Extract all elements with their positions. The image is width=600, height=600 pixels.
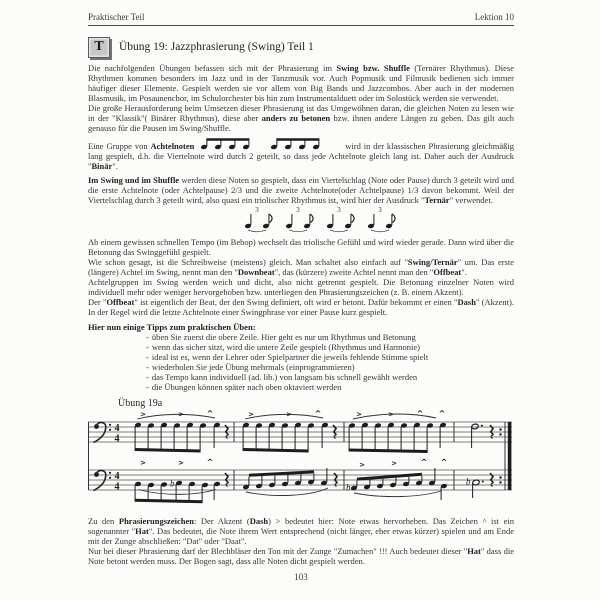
- triplet-notation-icon: [238, 207, 406, 235]
- paragraph-challenge: Die große Herausforderung beim Umsetzen dieser Phrasierung ist das Umgewöhnen daran, die gleichen Noten zu lesen wie in der "Klassik"( Binärer Rhythmus), diese aber anders zu betonen bzw. ihnen andere Längen zu geben. Das gilt auch genauso für die Pausen im Swing/Shuffle.: [88, 103, 514, 133]
- tip-text: wiederholen Sie jede Übung mehrmals (einprogrammieren): [151, 362, 355, 372]
- tip-item: [146, 382, 514, 392]
- svg-text:>: >: [178, 410, 184, 419]
- header-lesson-label: Lektion 10: [474, 12, 514, 22]
- svg-text:4: 4: [114, 423, 120, 434]
- tip-text: das Tempo kann individuell (ad. lib.) von langsam bis schnell gewählt werden: [151, 372, 418, 382]
- svg-text:3: 3: [255, 207, 259, 214]
- svg-text:>: >: [140, 410, 146, 419]
- trombone-badge-icon: T: [88, 37, 110, 58]
- paragraph-downbeat-offbeat: Wie schon gesagt, ist die Schreibweise (meistens) gleich. Man schaltet also einfach auf "Swing/Ternär" um. Das erste (längere) Achtel im Swing, nennt man den "Downbeat", das (kürzere) zweite Achtel nennt man den "Offbeat".: [88, 257, 514, 277]
- tip-text: die Übungen können später nach oben oktaviert werden: [151, 382, 342, 392]
- staff-2-measure-2: [242, 468, 337, 495]
- staff-1-measure-2: [242, 410, 336, 453]
- paragraph-intro: Die nachfolgenden Übungen befassen sich mit der Phrasierung im Swing bzw. Shuffle (Ternärer Rhythmus). Diese Rhythmen kommen besonders im Jazz und in der Tanzmusik vor. Auch Popmusik und Filmusik bedienen sich immer häufiger dieser Elemente. Gespielt werden sie vor allem von Big Bands und Jazzcombos. Aber auch in der modernen Blasmusik, im Posaunenchor, im Schulorchester bis hin zum Instrumentalduett oder im Solostück werden sie verwendet.: [88, 63, 514, 103]
- paragraph-achtelgruppen: Achtelgruppen im Swing werden weich und dicht, also nicht getrennt gespielt. Die Betonung einzelner Noten wird individuell mehr oder weniger hervorgehoben bzw. unterliegen den Phrasierungszeichen (z. B. einem Akzent).: [88, 277, 514, 297]
- svg-text:3: 3: [378, 207, 382, 214]
- svg-text:b: b: [346, 482, 351, 493]
- svg-text:4: 4: [114, 471, 120, 482]
- svg-text:^: ^: [206, 410, 214, 418]
- svg-text:4: 4: [114, 433, 120, 445]
- tip-item: [146, 372, 514, 382]
- svg-text:^: ^: [416, 410, 424, 418]
- paragraph-eighth-notes-tail: wird in der klassischen Phrasierung gleichmäßig lang gespielt, d.h. die Viertelnote wird durch 2 geteilt, so dass jede Achtelnote gleich lang ist. Daher auch der Ausdruck "Binär".: [88, 141, 514, 171]
- tip-item: [146, 342, 514, 352]
- staff-2-measure-3: [346, 458, 448, 501]
- page-title: Übung 19: Jazzphrasierung (Swing) Teil 1: [119, 41, 314, 53]
- tip-dash: -: [146, 352, 149, 362]
- triplet-group: [285, 207, 313, 232]
- exercise-19a-label: Übung 19a: [118, 398, 163, 409]
- staff-1-measure-1: [134, 410, 228, 453]
- svg-text:3: 3: [296, 207, 300, 214]
- tip-text: ideal ist es, wenn der Lehrer oder Spielpartner die jeweils fehlende Stimme spielt: [151, 352, 429, 362]
- svg-text:>: >: [359, 461, 365, 469]
- music-score: [86, 410, 514, 511]
- eighth-notes-notation-icon: [198, 137, 338, 151]
- tips-list: [88, 332, 514, 392]
- svg-text:>: >: [140, 459, 146, 467]
- paragraph-swing-shuffle: Im Swing und im Shuffle werden diese Noten so gespielt, dass ein Viertelschlag (Note oder Pause) durch 3 geteilt wird und die erste Achtelnote (oder Achtelpause) 2/3 und die zweite Achtelnote(oder Achtelpause) 1/3 davon bekommt. Weil der Viertelschlag durch 3 geteilt wird, also quasi ein triolischer Rhythmus ist, wird hier der Ausdruck "Ternär" verwendet.: [88, 175, 514, 205]
- staff-2-measure-4: [466, 473, 493, 498]
- svg-text:3: 3: [337, 207, 341, 214]
- svg-text:>: >: [388, 410, 394, 419]
- triplet-notation: [238, 207, 514, 235]
- tip-dash: -: [146, 362, 149, 372]
- tip-item: [146, 332, 514, 342]
- svg-text:^: ^: [206, 457, 214, 467]
- triplet-group: [244, 207, 272, 232]
- paragraph-eighth-notes: [88, 137, 514, 171]
- svg-text:>: >: [178, 459, 184, 467]
- header-section-label: Praktischer Teil: [88, 12, 145, 22]
- page-number: 103: [294, 572, 308, 582]
- svg-text:4: 4: [114, 481, 120, 493]
- music-score-svg: [86, 410, 514, 506]
- tip-text: wenn das sicher sitzt, wird die untere Zeile gespielt (Rhythmus und Harmonie): [151, 342, 420, 352]
- bass-clef-icon: [94, 470, 112, 490]
- tip-item: [146, 362, 514, 372]
- bass-clef-icon: [94, 422, 112, 442]
- svg-text:^: ^: [438, 410, 446, 418]
- tips-heading: Hier nun einige Tipps zum praktischen Üben:: [88, 322, 256, 332]
- tip-dash: -: [146, 332, 149, 342]
- tip-dash: -: [146, 342, 149, 352]
- paragraph-phrasierungszeichen: Zu den Phrasierungszeichen: Der Akzent (Dash) > bedeutet hier: Note etwas hervorheben. Das Zeichen ^ ist ein sogenannter "Hat". Das bedeutet, die Note ihrem Wert entsprechend (nicht länger, eher etwas kürzer) spielen und am Ende mit der Zunge abschließen: "Dat" oder "Daat".: [88, 516, 515, 546]
- paragraph-zumachen: Nur bei dieser Phrasierung darf der Blechbläser den Ton mit der Zunge "Zumachen" !!! Auch bedeutet dieser "Hat" dass die Note betont werden muss. Der Bogen sagt, dass alle Noten dicht gespielt werden.: [88, 546, 514, 566]
- paragraph-dash: Der "Offbeat" ist eigentlich der Beat, der den Swing definiert, oft wird er betont. Dafür bekommt er einen "Dash" (Akzent). In der Regel wird die letzte Achtelnote einer Swingphrase vor einer Pause kurz gespielt.: [88, 297, 514, 317]
- paragraph-eighth-notes-lead: Eine Gruppe von Achtelnoten: [88, 141, 195, 151]
- staff-1-measure-3: [348, 410, 446, 453]
- triplet-group: [326, 207, 354, 232]
- svg-text:b: b: [170, 478, 175, 489]
- tip-text: üben Sie zuerst die obere Zeile. Hier geht es nur um Rhythmus und Betonung: [151, 332, 416, 342]
- exercise-title-row: [88, 35, 514, 59]
- tip-dash: -: [146, 372, 149, 382]
- triplet-group: [367, 207, 395, 232]
- svg-text:>: >: [391, 459, 397, 468]
- paragraph-bebop: Ab einem gewissen schnellen Tempo (im Bebop) wechselt das triolische Gefühl und wird wieder gerade. Dann wird über die Betonung das Swinggefühl gespielt.: [88, 237, 514, 257]
- time-signature: [115, 423, 120, 493]
- svg-text:>: >: [356, 410, 362, 419]
- page-header: [88, 12, 514, 26]
- svg-text:^: ^: [420, 457, 428, 467]
- tip-dash: -: [146, 382, 149, 392]
- tip-item: [146, 352, 514, 362]
- svg-text:^: ^: [440, 457, 448, 467]
- svg-text:b: b: [466, 476, 471, 487]
